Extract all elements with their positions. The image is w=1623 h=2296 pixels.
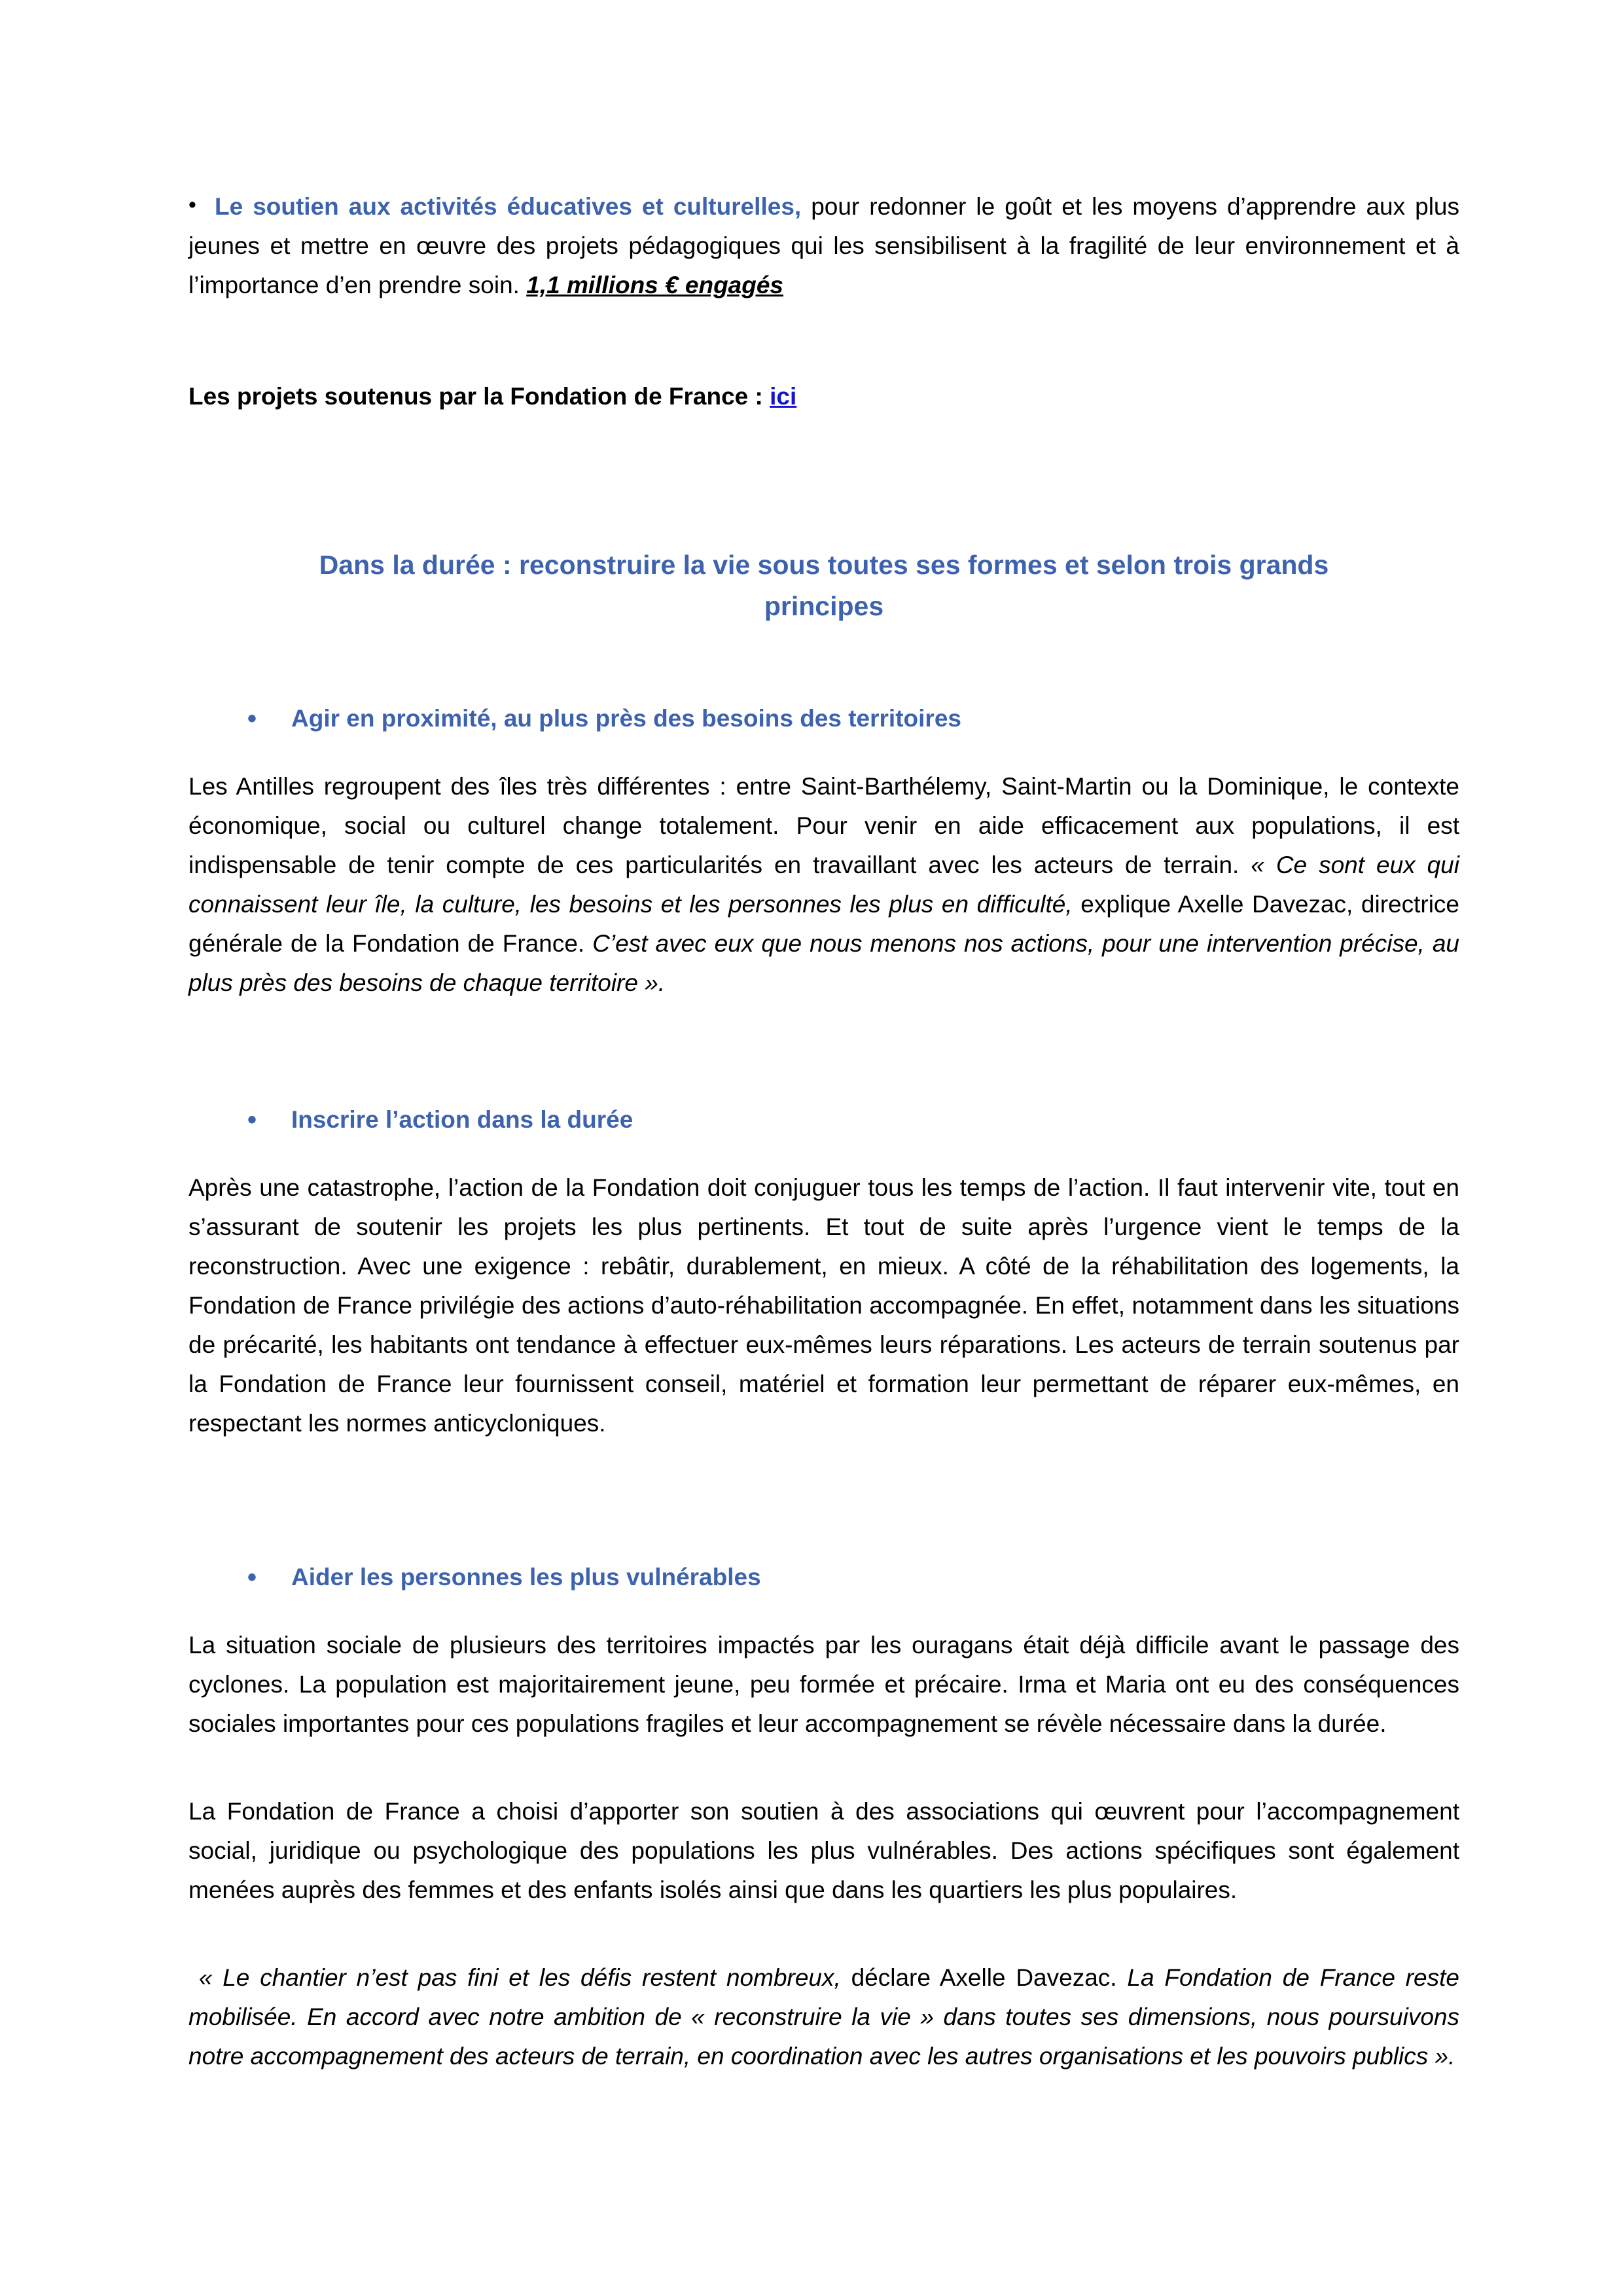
lead-bullet-text: [188, 187, 1459, 305]
paragraph-proximite-intro: Les Antilles regroupent des îles très différentes : entre Saint-Barthélemy, Saint-Martin ou la Dominique, le contexte économique, social ou culturel change totalement. Pour venir en aide efficacement aux populations, il est indispensable de tenir compte de ces particularités en travaillant avec les acteurs de terrain.: [188, 773, 1459, 879]
sub-heading-proximite: [188, 700, 1459, 737]
spacer: [188, 1910, 1459, 1958]
paragraph-duree: Après une catastrophe, l’action de la Fondation doit conjuguer tous les temps de l’action. Il faut intervenir vite, tout en s’assurant de soutenir les projets les plus pertinents. Et tout de suite après l’urgence vient le temps de la reconstruction. Avec une exigence : rebâtir, durablement, en mieux. A côté de la réhabilitation des logements, la Fondation de France privilégie des actions d’auto-réhabilitation accompagnée. En effet, notamment dans les situations de précarité, les habitants ont tendance à effectuer eux-mêmes leurs réparations. Les acteurs de terrain soutenus par la Fondation de France leur fournissent conseil, matériel et formation leur permettant de réparer eux-mêmes, en respectant les normes anticycloniques.: [188, 1174, 1459, 1437]
spacer: [188, 1138, 1459, 1168]
paragraph-vulnerables-2: La Fondation de France a choisi d’apporter son soutien à des associations qui œuvrent pour l’accompagnement social, juridique ou psychologique des populations les plus vulnérables. Des actions spécifiques sont également menées auprès des femmes et des enfants isolés ainsi que dans les quartiers les plus populaires.: [188, 1797, 1459, 1903]
spacer: [188, 1003, 1459, 1101]
bullet-dot-icon: •: [188, 192, 196, 217]
spacer: [188, 1744, 1459, 1792]
spacer: [188, 416, 1459, 514]
quote-davezac-part2: C’est avec eux que nous menons nos actions, pour une intervention précise, au plus près des besoins de chaque territoire ».: [188, 929, 1460, 996]
sub-heading-vulnerables-label: Aider les personnes les plus vulnérables: [291, 1563, 761, 1590]
projects-supported-line: [188, 377, 1459, 416]
closing-quote-part2: La Fondation de France reste mobilisée. En accord avec notre ambition de « reconstruire la vie » dans toutes ses dimensions, nous poursuivons notre accompagnement des acteurs de terrain, en coordination avec les autres organisations et les pouvoirs publics ».: [188, 1964, 1459, 2070]
projects-supported-label: Les projets soutenus par la Fondation de France :: [188, 382, 770, 410]
lead-bullet-highlight: Le soutien aux activités éducatives et culturelles,: [215, 193, 802, 220]
closing-quote-part1: « Le chantier n’est pas fini et les défis restent nombreux,: [198, 1964, 841, 1991]
spacer: [188, 1541, 1459, 1558]
sub-heading-vulnerables: [188, 1558, 1459, 1596]
blue-bullet-dot-icon: •: [247, 1562, 257, 1592]
spacer: [188, 737, 1459, 767]
quote-davezac-part1: « Ce sont eux qui connaissent leur île, la culture, les besoins et les personnes les plus en difficulté,: [188, 852, 1459, 918]
lead-bullet-paragraph: [188, 187, 1459, 305]
spacer: [188, 305, 1459, 377]
spacer: [188, 1596, 1459, 1626]
paragraph-proximite: [188, 767, 1459, 1003]
lead-bullet-amount: 1,1 millions € engagés: [526, 271, 783, 298]
attribution-davezac: explique Axelle Davezac, directrice générale de la Fondation de France.: [188, 891, 1459, 957]
sub-heading-duree-label: Inscrire l’action dans la durée: [291, 1105, 633, 1133]
spacer: [188, 514, 1459, 545]
projects-link-ici[interactable]: ici: [770, 382, 797, 410]
spacer: [188, 628, 1459, 700]
lead-bullet-rest: pour redonner le goût et les moyens d’apprendre aux plus jeunes et mettre en œuvre des projets pédagogiques qui les sensibilisent à la fragilité de leur environnement et à l’importance d’en prendre soin.: [188, 193, 1459, 298]
document-body: [188, 187, 1459, 2076]
sub-heading-proximite-label: Agir en proximité, au plus près des besoins des territoires: [291, 704, 961, 732]
spacer: [188, 1443, 1459, 1541]
sub-heading-duree: [188, 1101, 1459, 1138]
section-heading: Dans la durée : reconstruire la vie sous toutes ses formes et selon trois grands principes: [319, 549, 1329, 622]
blue-bullet-dot-icon: •: [247, 704, 257, 733]
paragraph-vulnerables-1: La situation sociale de plusieurs des territoires impactés par les ouragans était déjà difficile avant le passage des cyclones. La population est majoritairement jeune, peu formée et précaire. Irma et Maria ont eu des conséquences sociales importantes pour ces populations fragiles et leur accompagnement se révèle nécessaire dans la durée.: [188, 1632, 1459, 1737]
closing-attribution: déclare Axelle Davezac.: [840, 1964, 1128, 1991]
blue-bullet-dot-icon: •: [247, 1105, 257, 1134]
closing-quote-paragraph: [188, 1958, 1459, 2076]
